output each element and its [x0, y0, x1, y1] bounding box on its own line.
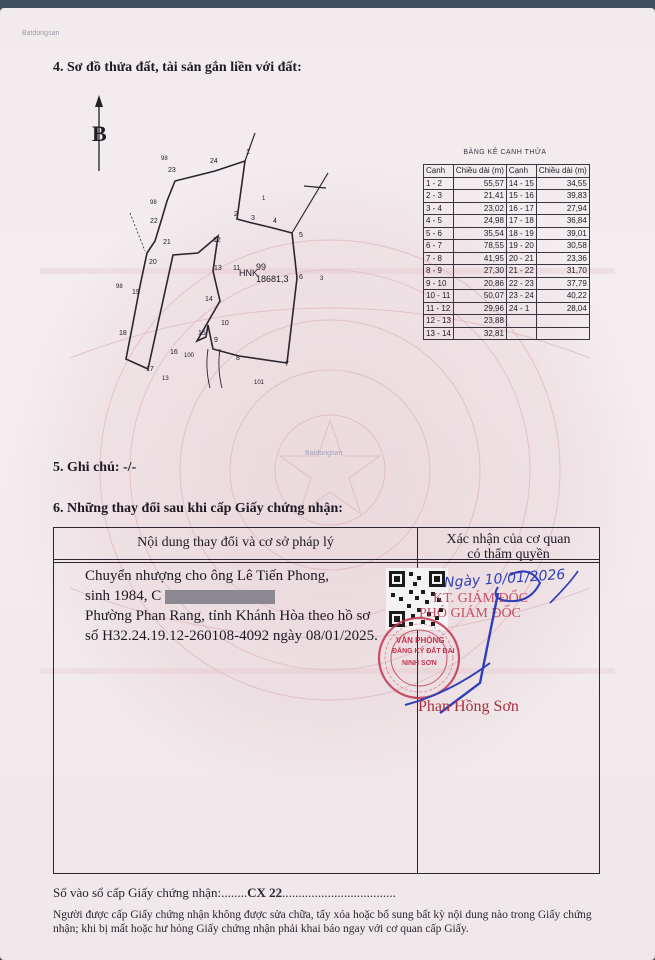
change-content-line1: Chuyển nhượng cho ông Lê Tiến Phong,: [85, 568, 329, 584]
table-row: [424, 227, 590, 240]
edge-name-cell: 10 - 11: [424, 290, 454, 303]
vertex-label: 20: [149, 259, 157, 266]
authority-title-line1: KT. GIÁM ĐỐC: [433, 591, 529, 606]
boundary-extension: [304, 186, 326, 188]
edge-name-cell: 14 - 15: [506, 177, 536, 190]
table-row: [424, 252, 590, 265]
edge-length-cell: 50,07: [453, 290, 506, 303]
edge-length-cell: 20,86: [453, 277, 506, 290]
north-arrow-icon: [95, 95, 103, 107]
neighbor-parcel-label: 100: [184, 353, 195, 359]
vertex-label: 2: [234, 211, 238, 218]
vertex-label: 21: [163, 239, 171, 246]
vertex-label: 11: [233, 265, 241, 272]
edge-length-cell: 39,83: [536, 190, 589, 203]
parcel-diagram: [80, 93, 340, 393]
edge-name-cell: 19 - 20: [506, 240, 536, 253]
signature-date: Ngày 10/01/2026: [443, 566, 566, 592]
edge-name-cell: 24 - 1: [506, 302, 536, 315]
road-edge: [207, 349, 210, 388]
authority-title-line2: PHÓ GIÁM ĐỐC: [419, 606, 521, 621]
edge-length-cell: 37,79: [536, 277, 589, 290]
edge-name-cell: 20 - 21: [506, 252, 536, 265]
neighbor-parcel-label: 101: [254, 380, 265, 386]
change-content-birth: sinh 1984, C: [85, 588, 162, 604]
signer-name: Phan Hồng Sơn: [418, 698, 519, 715]
vertex-label: 16: [170, 349, 178, 356]
edge-name-cell: 2 - 3: [424, 190, 454, 203]
edge-length-cell: 40,22: [536, 290, 589, 303]
changes-column-header-content: Nội dung thay đổi và cơ sở pháp lý: [137, 535, 334, 550]
edge-length-cell: 28,04: [536, 302, 589, 315]
edge-length-cell: 24,98: [453, 215, 506, 228]
change-content-line4: số H32.24.19.12-260108-4092 ngày 08/01/2025.: [85, 628, 378, 644]
section-5-heading: 5. Ghi chú: -/-: [53, 460, 137, 475]
edge-name-cell: 4 - 5: [424, 215, 454, 228]
edge-name-cell: 18 - 19: [506, 227, 536, 240]
table-row: [424, 265, 590, 278]
top-watermark-brand: Batdongsan: [22, 30, 60, 37]
vertex-label: 18: [119, 330, 127, 337]
parcel-area-label: 18681,3: [256, 274, 289, 284]
table-row: [424, 277, 590, 290]
edge-length-cell: 39,01: [536, 227, 589, 240]
authority-header-line: Xác nhận của cơ quan: [446, 532, 571, 547]
edge-name-cell: 7 - 8: [424, 252, 454, 265]
edge-name-cell: [506, 315, 536, 328]
column-header: Cạnh: [506, 165, 536, 178]
authority-header-line: có thẩm quyền: [467, 547, 550, 562]
north-label: B: [92, 121, 107, 146]
edge-length-cell: [536, 327, 589, 340]
edge-name-cell: 23 - 24: [506, 290, 536, 303]
edge-length-cell: [536, 315, 589, 328]
edge-name-cell: 21 - 22: [506, 265, 536, 278]
neighbor-parcel-label: 98: [116, 284, 123, 290]
edge-name-cell: 16 - 17: [506, 202, 536, 215]
stamp-text-line2: ĐĂNG KÝ ĐẤT ĐAI: [392, 648, 455, 655]
footer-note: Người được cấp Giấy chứng nhận không được sửa chữa, tẩy xóa hoặc bổ sung bất kỳ nội dung nào trong Giấy chứng nhận; khi bị mất hoặc hư hỏng Giấy chứng nhận phải khai báo ngay với cơ quan cấp Giấy.: [53, 909, 592, 935]
section-6-heading: 6. Những thay đổi sau khi cấp Giấy chứng nhận:: [53, 501, 343, 516]
edge-length-cell: 32,81: [453, 327, 506, 340]
edge-length-cell: 31,70: [536, 265, 589, 278]
table-row: [424, 215, 590, 228]
vertex-label: 12: [213, 237, 221, 244]
table-header-row: [424, 165, 590, 178]
edge-name-cell: [506, 327, 536, 340]
table-row: [424, 315, 590, 328]
edge-length-cell: 78,55: [453, 240, 506, 253]
edge-table-title: BẢNG KÊ CẠNH THỬA: [463, 149, 547, 156]
vertex-label: 22: [150, 218, 158, 225]
table-row: [424, 177, 590, 190]
registry-dots: ...................................: [282, 885, 396, 900]
boundary-extension: [130, 213, 145, 251]
edge-name-cell: 13 - 14: [424, 327, 454, 340]
edge-name-cell: 11 - 12: [424, 302, 454, 315]
edge-length-cell: 23,88: [453, 315, 506, 328]
edge-length-cell: 55,57: [453, 177, 506, 190]
vertex-label: 8: [236, 355, 240, 362]
table-row: [424, 327, 590, 340]
vertex-label: 1: [246, 149, 250, 156]
stamp-text-line1: VĂN PHÒNG: [396, 636, 445, 645]
registry-line: [53, 885, 396, 901]
edge-length-cell: 21,41: [453, 190, 506, 203]
certificate-page: [0, 8, 655, 960]
parcel-type-label: HNK: [239, 268, 259, 278]
stamp-text-line3: NINH SƠN: [402, 660, 437, 667]
column-header: Chiều dài (m): [536, 165, 589, 178]
registry-label: Số vào sổ cấp Giấy chứng nhận:........: [53, 885, 248, 900]
change-content-line2: [85, 588, 275, 605]
table-row: [424, 202, 590, 215]
table-row: [424, 240, 590, 253]
vertex-label: 7: [285, 361, 289, 368]
edge-name-cell: 12 - 13: [424, 315, 454, 328]
changes-column-header-authority: [418, 532, 599, 562]
vertex-label: 3: [251, 215, 255, 222]
edge-length-cell: 36,84: [536, 215, 589, 228]
vertex-label: 4: [273, 218, 277, 225]
edge-name-cell: 15 - 16: [506, 190, 536, 203]
edge-name-cell: 6 - 7: [424, 240, 454, 253]
boundary-extension: [245, 133, 255, 161]
vertex-label: 15: [198, 330, 206, 337]
boundary-extension: [292, 173, 328, 233]
vertex-label: 5: [299, 232, 303, 239]
edge-length-cell: 30,58: [536, 240, 589, 253]
road-edge: [219, 349, 222, 388]
edge-length-cell: 35,54: [453, 227, 506, 240]
section-4-heading: 4. Sơ đồ thửa đất, tài sản gắn liền với đất:: [53, 60, 302, 75]
vertex-label: 10: [221, 320, 229, 327]
edge-name-cell: 9 - 10: [424, 277, 454, 290]
edge-length-table: [423, 164, 590, 340]
neighbor-parcel-label: 13: [162, 376, 169, 382]
column-header: Cạnh: [424, 165, 454, 178]
vertex-label: 17: [146, 366, 154, 373]
table-row: [424, 290, 590, 303]
vertex-label: 19: [132, 289, 140, 296]
vertex-label: 13: [214, 265, 222, 272]
edge-name-cell: 8 - 9: [424, 265, 454, 278]
edge-length-cell: 41,95: [453, 252, 506, 265]
edge-length-cell: 29,96: [453, 302, 506, 315]
vertex-label: 14: [205, 296, 213, 303]
table-row: [424, 190, 590, 203]
edge-name-cell: 3 - 4: [424, 202, 454, 215]
vertex-label: 9: [214, 337, 218, 344]
vertex-label: 23: [168, 167, 176, 174]
change-content-line3: Phường Phan Rang, tỉnh Khánh Hòa theo hồ sơ: [85, 608, 371, 624]
column-header: Chiều dài (m): [453, 165, 506, 178]
neighbor-parcel-label: 98: [161, 156, 168, 162]
edge-name-cell: 22 - 23: [506, 277, 536, 290]
redacted-address-block: [165, 590, 275, 604]
vertex-label: 24: [210, 158, 218, 165]
edge-name-cell: 5 - 6: [424, 227, 454, 240]
table-row: [424, 302, 590, 315]
edge-name-cell: 17 - 18: [506, 215, 536, 228]
edge-length-cell: 23,36: [536, 252, 589, 265]
neighbor-parcel-label: 98: [150, 200, 157, 206]
edge-name-cell: 1 - 2: [424, 177, 454, 190]
registry-value: CX 22: [247, 885, 283, 900]
mid-watermark-brand: Batdongsan: [305, 450, 343, 457]
edge-length-cell: 34,55: [536, 177, 589, 190]
edge-length-cell: 27,94: [536, 202, 589, 215]
parcel-number-label: 99: [256, 262, 267, 272]
vertex-label: 6: [299, 274, 303, 281]
edge-length-cell: 27,30: [453, 265, 506, 278]
edge-length-cell: 23,02: [453, 202, 506, 215]
neighbor-parcel-label: 1: [262, 196, 266, 202]
neighbor-parcel-label: 3: [320, 276, 324, 282]
